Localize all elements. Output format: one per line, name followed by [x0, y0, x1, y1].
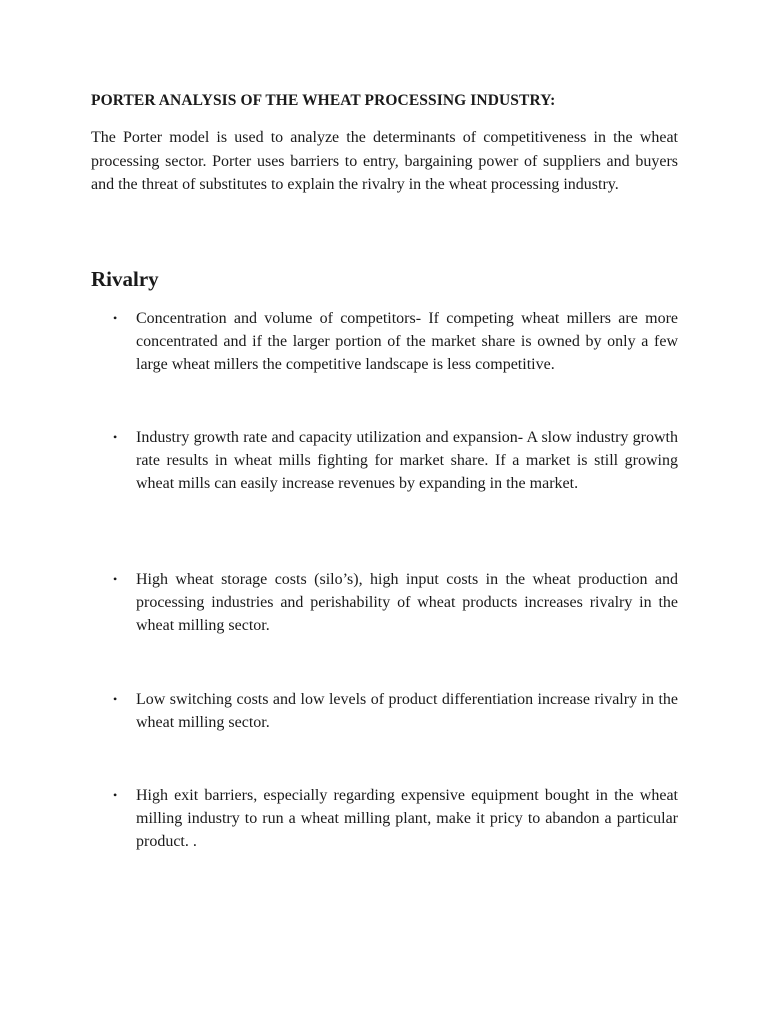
bullet-icon: •	[113, 788, 118, 802]
bullet-text: Concentration and volume of competitors- If competing wheat millers are more concentrated and if the larger portion of the market share is owned by only a few large wheat millers the competitive landscape is less competitive.	[136, 310, 678, 374]
bullet-icon: •	[113, 572, 118, 586]
bullet-text: Low switching costs and low levels of product differentiation increase rivalry in the wheat milling sector.	[136, 691, 678, 732]
bullet-text: High exit barriers, especially regarding expensive equipment bought in the wheat milling industry to run a wheat milling plant, make it pricy to abandon a particular product. .	[136, 787, 678, 851]
bullet-icon: •	[113, 311, 118, 325]
section-heading-rivalry: Rivalry	[91, 267, 159, 291]
bullet-text: Industry growth rate and capacity utilization and expansion- A slow industry growth rate results in wheat mills fighting for market share. If a market is still growing wheat mills can easily increase revenues by expanding in the market.	[136, 429, 678, 493]
bullet-icon: •	[113, 692, 118, 706]
intro-paragraph: The Porter model is used to analyze the determinants of competitiveness in the wheat processing sector. Porter uses barriers to entry, bargaining power of suppliers and buyers and the threat of substitutes to explain the rivalry in the wheat processing industry.	[91, 129, 678, 193]
document-title: PORTER ANALYSIS OF THE WHEAT PROCESSING INDUSTRY:	[91, 92, 556, 109]
bullet-icon: •	[113, 430, 118, 444]
bullet-text: High wheat storage costs (silo’s), high input costs in the wheat production and processing industries and perishability of wheat products increases rivalry in the wheat milling sector.	[136, 571, 678, 635]
